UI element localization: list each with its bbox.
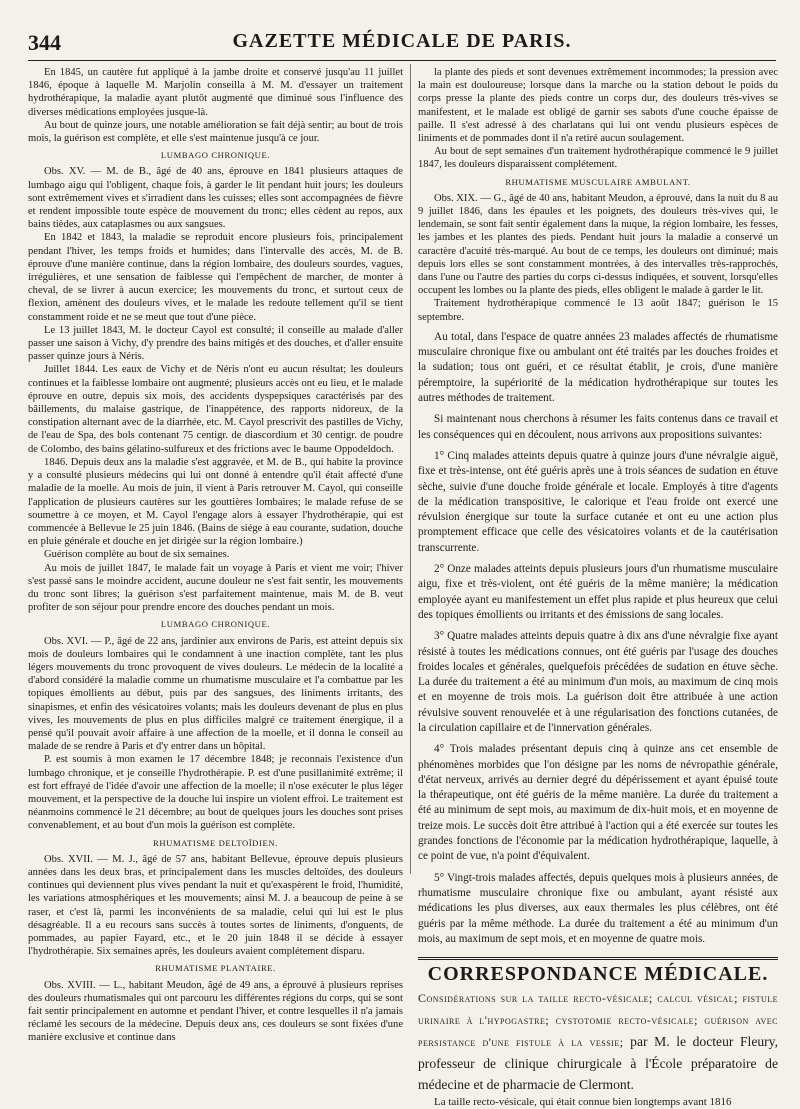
paragraph: Au total, dans l'espace de quatre années 23 malades affectés de rhumatisme musculaire chronique fixe ou ambulant ont été traités par les douches froides et la sudation; tous ont guéri, et ce résultat établit, je crois, d'une manière péremptoire, la supériorité de la médication hydrothérapique sur toutes les autres méthodes de traitement. — [418, 330, 778, 405]
header-rule — [28, 60, 776, 61]
paragraph: La taille recto-vésicale, qui était connue bien longtemps avant 1816 — [434, 1096, 732, 1109]
section-heading: RHUMATISME PLANTAIRE. — [155, 963, 276, 974]
section-heading: RHUMATISME MUSCULAIRE AMBULANT. — [505, 176, 691, 187]
paragraph: Obs. XV. — M. de B., âgé de 40 ans, éprouve en 1841 plusieurs attaques de lumbago aigu qui l'obligent, chaque fois, à garder le lit pendant huit jours; les douleurs sont extrêmement vives et s'irradient dans les cuisses; elles sont accompagnées de fièvre et rendent impossible toute espèce de mouvement du tronc; elles cèdent au repos, aux bains tièdes, aux cataplasmes ou aux sangsues. — [28, 166, 403, 231]
left-column — [28, 66, 403, 1078]
paragraph: Obs. XVI. — P., âgé de 22 ans, jardinier aux environs de Paris, est atteint depuis six mois de douleurs lombaires qui le condamnent à une inaction complète, tant les plus légers mouvements du tronc provoquent de vives douleurs. Le médecin de la localité a d'abord considéré la maladie comme un rhumatisme musculaire et l'a combattue par les topiques émollients au début, puis par des sangsues, des liniments irritants, des sinapismes, et enfin des vésicatoires volants; mais les douleurs devenant de plus en plus vives, les mouvements de plus en plus difficiles malgré ce traitement énergique, il a pensé qu'il pouvait avoir affaire à une affection de la moelle, et il donna le conseil au malade de se rendre à Paris et d'y entrer dans un hôpital. — [28, 635, 403, 753]
paragraph: En 1845, un cautère fut appliqué à la jambe droite et conservé jusqu'au 11 juillet 1846, époque à laquelle M. Marjolin conseilla à M. M. d'essayer un traitement hydrothérapique, la maladie ayant plutôt augmenté que diminué sous l'influence des diverses médications employées jusque-là. — [28, 67, 403, 118]
paragraph: 1846. Depuis deux ans la maladie s'est aggravée, et M. de B., qui habite la province y a consulté plusieurs médecins qui lui ont donné à entendre qu'il était affecté d'une maladie de la moelle. Au mois de juin, il vient à Paris retrouver M. Cayol, qui conseille l'application de plusieurs cautères sur les gouttières lombaires; le malade refuse de se soumettre à ce moyen, et M. Cayol l'engage alors à essayer l'hydrothérapie, qui est commencée à Bellevue le 25 juin 1846. (Bains de siége à eau courante, sudation, douche en pluie générale et douche en jet dirigée sur la région lombaire.) — [28, 456, 403, 548]
correspondance-author: par M. le docteur Fleury, professeur de clinique chirurgicale à l'École préparatoire de médecine et de pharmacie de Clermont. — [418, 1034, 778, 1093]
page-number: 344 — [28, 30, 61, 55]
paragraph: Le 13 juillet 1843, M. le docteur Cayol est consulté; il conseille au malade d'aller passer une saison à Vichy, d'y prendre des bains mitigés et des douches, et d'aller ensuite passer quinze jours à Néris. — [28, 324, 403, 363]
correspondance-topics: Considérations sur la taille recto-vésicale; calcul vésical; fistule urinaire à l'hypogastre; cystotomie recto-vésicale; guérison avec persistance d'une fistule à la vessie; — [418, 991, 778, 1050]
paragraph: Au bout de sept semaines d'un traitement hydrothérapique commencé le 9 juillet 1847, les douleurs disparaissent complétement. — [418, 146, 778, 171]
right-column — [418, 66, 778, 1109]
column-divider — [410, 64, 411, 874]
page-header — [28, 30, 776, 60]
correspondance-subtitle — [418, 987, 778, 1095]
paragraph: 3° Quatre malades atteints depuis quatre à dix ans d'une névralgie fixe ayant résisté à toutes les médications connues, ont été guéris par l'usage des douches froides locales et générales, quelquefois précédées de sudation en étuve sèche. La durée du traitement a été au minimum d'un mois, au maximum de cinq mois et en moyenne de trois mois. La guérison doit être attribuée à une action révulsive souvent renouvelée et à une régularisation des fonctions cutanées, de la circulation capillaire et de l'innervation générales. — [418, 630, 778, 734]
journal-title: GAZETTE MÉDICALE DE PARIS. — [232, 30, 572, 52]
paragraph: Obs. XIX. — G., âgé de 40 ans, habitant Meudon, a éprouvé, dans la nuit du 8 au 9 juillet 1846, dans les épaules et les poignets, des douleurs très-vives qui, le lendemain, se sont fait sentir également dans la nuque, la région lombaire, les fesses, les jambes et les plantes des pieds. Pendant huit jours la maladie a conservé un caractère d'acuité très-marqué. Au bout de ce temps, les douleurs ont diminué; mais depuis lors elles se sont constamment montrées, à des intervalles très-rapprochés, dans l'une ou l'autre des parties du corps ci-dessus indiquées, et souvent, lorsqu'elles occupent les lombes ou la plante des pieds, elles obligent le malade à garder le lit. — [418, 192, 778, 297]
section-heading: LUMBAGO CHRONIQUE. — [160, 619, 271, 630]
paragraph: 4° Trois malades présentant depuis cinq à quinze ans cet ensemble de phénomènes morbides que l'on désigne par les noms de névropathie générale, d'état nerveux, arrivés au dernier degré du dépérissement et ayant épuisé toute la thérapeutique, ont été guéris de la même manière. La durée du traitement a été au minimum de sept mois, au maximum de dix-huit mois, et en moyenne de treize mois. Le succès doit être attribué à l'action qui a été exercée sur toutes les grandes fonctions de l'économie par la médication hydrothérapique, laquelle, à ce point de vue, n'a point d'équivalent. — [418, 743, 778, 863]
paragraph: 5° Vingt-trois malades affectés, depuis quelques mois à plusieurs années, de rhumatisme musculaire chronique fixe ou ambulant, ayant résisté aux médications les plus diverses, aux eaux thermales les plus célèbres, ont été guéris par la même méthode. La durée du traitement a été au minimum d'un mois, au maximum de sept mois, et en moyenne de quatre mois. — [418, 871, 778, 945]
section-heading: LUMBAGO CHRONIQUE. — [160, 150, 271, 161]
paragraph: Juillet 1844. Les eaux de Vichy et de Néris n'ont eu aucun résultat; les douleurs continues et la faiblesse lombaire ont augmenté; plusieurs accès ont eu lieu, et le malade éprouve en outre, depuis six mois, des accidents dyspepsiques caractérisés par des bâillements, du malaise gastrique, de l'inappétence, des rapports nidoreux, de la constipation alternant avec de la diarrhée, etc. M. Cayol prescrivit des pastilles de Vichy, de l'eau de Spa, des bols contenant 75 centigr. de diascordium et 30 centigr. de poudre de Colombo, des bains gélatino-sulfureux et des frictions avec le baume Oppodeldoch. — [28, 364, 403, 455]
section-heading: RHUMATISME DELTOÏDIEN. — [153, 837, 278, 848]
paragraph: Au bout de quinze jours, une notable amélioration se fait déjà sentir; au bout de trois mois, la guérison est complète, et elle s'est maintenue jusqu'à ce jour. — [28, 119, 403, 145]
paragraph: Traitement hydrothérapique commencé le 13 août 1847; guérison le 15 septembre. — [418, 298, 778, 323]
correspondance-title: CORRESPONDANCE MÉDICALE. — [427, 963, 769, 986]
paragraph: En 1842 et 1843, la maladie se reproduit encore plusieurs fois, principalement pendant l'hiver, les temps froids et humides; dans l'intervalle des accès, M. de B. éprouve d'une manière continue, dans la région lombaire, des douleurs sourdes, vagues, irrégulières, et une sensation de faiblesse qui l'empêchent de marcher, de monter à cheval, de se livrer à aucun exercice; les mouvements du tronc, et surtout ceux de flexion, amènent des douleurs vives, et le malade les redoute tellement qu'il se tient constamment roide et ne se meut que tout d'une pièce. — [28, 232, 403, 323]
paragraph: Au mois de juillet 1847, le malade fait un voyage à Paris et vient me voir; l'hiver s'est passé sans le moindre accident, aucune douleur ne s'est fait sentir, les mouvements du tronc sont libres; la guérison s'est parfaitement maintenue, mais M. de B. veut profiter de son séjour pour prendre encore des douches pendant un mois. — [28, 562, 403, 614]
paragraph: P. est soumis à mon examen le 17 décembre 1848; je reconnais l'existence d'un lumbago chronique, et je conseille l'hydrothérapie. P. est d'une pusillanimité extrême; il est fort effrayé de l'idée d'avoir une affection de la moelle; il n'ose exécuter le plus léger mouvement, et la perspective de la douche lui inspire un violent effroi. Le traitement est néanmoins commencé le 21 décembre; au bout de quelques jours les douches sont prises convenablement, et au bout d'un mois la guérison est complète. — [28, 754, 403, 832]
paragraph: Obs. XVIII. — L., habitant Meudon, âgé de 49 ans, a éprouvé à plusieurs reprises des douleurs rhumatismales qui ont parcouru les différentes régions du corps, qui se sont fait sentir principalement en automne et pendant l'hiver, et contre lesquelles il n'a jamais réclamé les secours de la médecine. Depuis deux ans, ces douleurs se sont fixées d'une manière exclusive et continue dans — [28, 979, 403, 1044]
paragraph: Guérison complète au bout de six semaines. — [44, 549, 230, 561]
paragraph: Obs. XVII. — M. J., âgé de 57 ans, habitant Bellevue, éprouve depuis plusieurs années dans les deux bras, et principalement dans les muscles deltoïdes, des douleurs continues qui deviennent plus vives pendant la nuit et qu'exaspèrent le froid, l'humidité, les variations atmosphériques et les mouvements; ainsi M. J. a beaucoup de peine à se raser, et c'est là, parmi les inconvénients de sa maladie, celui qui lui est le plus désagréable. Il a eu recours sans succès à toutes sortes de liniments, d'onguents, de pommades, au papier Fayard, etc., et le 20 juin 1848 il se décide à essayer l'hydrothérapie. Six semaines après, les douleurs avaient complétement disparu. — [28, 853, 403, 958]
paragraph: 1° Cinq malades atteints depuis quatre à quinze jours d'une névralgie aiguë, fixe et très-intense, ont été guéris après une à trois séances de sudation en étuve sèche, suivie d'une douche froide générale et locale. Employés à titre d'agents de la médication transpositive, le calorique et l'eau froide ont exercé une révulsion énergique sur toute la surface cutanée et ont eu une action plus promptement efficace que celle des vésicatoires volants et de la cautérisation transcurrente. — [418, 449, 778, 554]
paragraph: 2° Onze malades atteints depuis plusieurs jours d'un rhumatisme musculaire aigu, fixe et très-violent, ont été guéris de la même manière; la médication employée ayant eu manifestement un effet plus rapide et plus heureux que celui des topiques émollients ou irritants et des émissions de sang locales. — [418, 563, 778, 621]
paragraph: la plante des pieds et sont devenues extrêmement incommodes; la pression avec la main est douloureuse; lorsque dans la marche ou la station debout le poids du corps presse la plante des pieds contre un corps dur, des douleurs très-vives se manifestent, et le malade est obligé de garnir ses sabots d'une couche épaisse de paille. Il s'est adressé à des charlatans qui lui ont vendu plusieurs espèces de liniments et de pommades dont il n'a retiré aucun soulagement. — [418, 67, 778, 145]
correspondance-section — [418, 957, 778, 1109]
paragraph: Si maintenant nous cherchons à résumer les faits contenus dans ce travail et les conséquences qui en découlent, nous arrivons aux propositions suivantes: — [418, 413, 778, 441]
